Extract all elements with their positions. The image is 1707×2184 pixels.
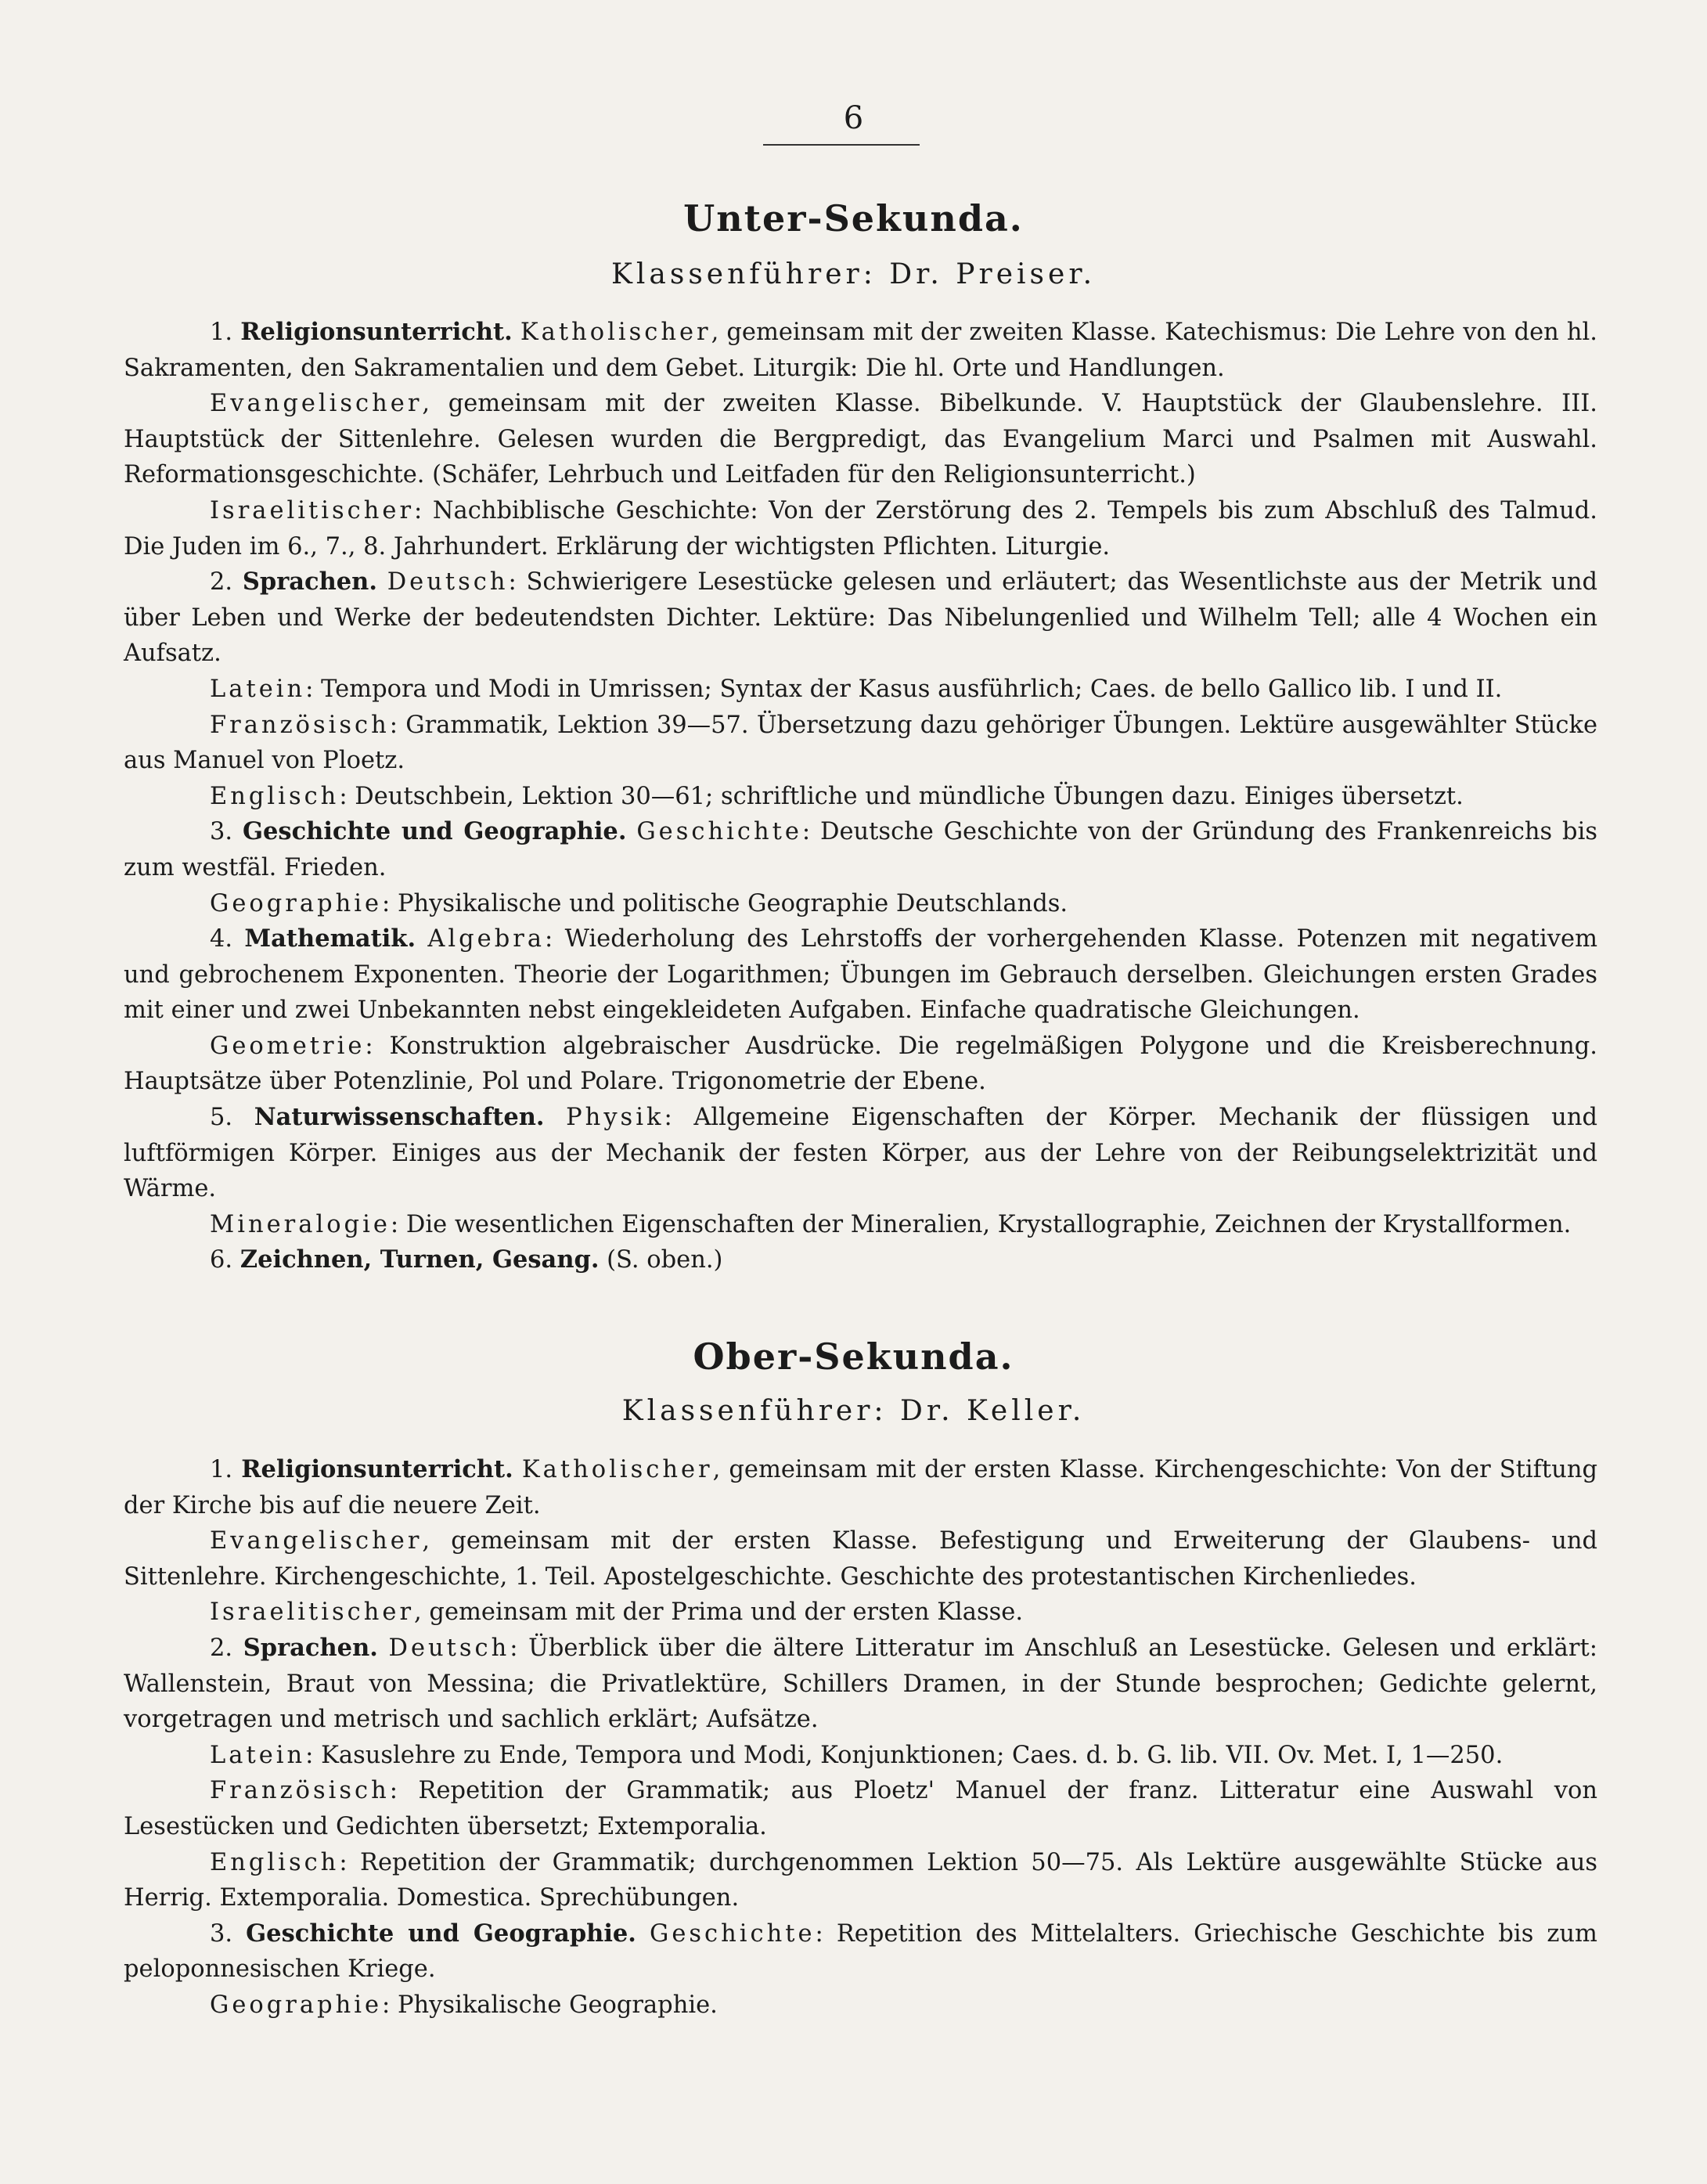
subject-name: Katholischer	[521, 1456, 713, 1483]
subject-name: Englisch	[210, 782, 340, 810]
class-teacher: Klassenführer: Dr. Preiser.	[610, 258, 1097, 290]
paragraph-text: : Tempora und Modi in Umrissen; Syntax der Kasus ausführlich; Caes. de bello Gallico lib. I und II.	[305, 675, 1503, 703]
subject-name: Geometrie	[210, 1032, 366, 1060]
section-title: Unter-Sekunda.	[683, 197, 1024, 240]
curriculum-paragraph	[124, 1523, 1597, 1595]
subject-name: Geographie	[210, 889, 383, 917]
curriculum-paragraph	[124, 672, 1597, 708]
paragraph-number: 1.	[210, 1456, 233, 1483]
subject-name: Algebra	[427, 925, 546, 953]
subject-heading: Sprachen.	[243, 1633, 378, 1662]
paragraph-number: 3.	[210, 818, 233, 846]
page-number-rule	[763, 144, 920, 146]
subject-heading: Geschichte und Geographie.	[246, 1919, 636, 1948]
subject-name: Evangelischer	[210, 390, 423, 418]
curriculum-paragraph	[124, 1029, 1597, 1100]
subject-heading: Religionsunterricht.	[241, 1455, 513, 1483]
curriculum-paragraph	[124, 779, 1597, 815]
paragraph-text: : Überblick über die ältere Litteratur im Anschluß an Lesestücke. Gelesen und erklärt: Wallenstein, Braut von Messina; die Privatlektüre, Schillers Dramen, in der Stunde besprochen; Gedichte gelernt, vorgetragen und metrisch und sachlich erklärt; Aufsätze.	[124, 1634, 1597, 1734]
paragraph-number: 2.	[210, 568, 233, 596]
curriculum-paragraph	[124, 1988, 1597, 2024]
subject-name: Französisch	[210, 1777, 390, 1805]
page-number: 6	[843, 100, 864, 136]
paragraph-text: , gemeinsam mit der ersten Klasse. Kirchengeschichte: Von der Stiftung der Kirche bis auf die neuere Zeit.	[124, 1456, 1598, 1519]
subject-name: Deutsch	[388, 1634, 510, 1662]
curriculum-paragraph	[124, 493, 1597, 564]
subject-heading: Mathematik.	[244, 924, 416, 953]
paragraph-text: : Physikalische Geographie.	[382, 1991, 718, 2019]
curriculum-paragraph	[124, 886, 1597, 922]
paragraph-text: : Wiederholung des Lehrstoffs der vorhergehenden Klasse. Potenzen mit negativem und gebrochenem Exponenten. Theorie der Logarithmen; Übungen im Gebrauch derselben. Gleichungen ersten Grades mit einer und zwei Unbekannten nebst eingekleideten Aufgaben. Einfache quadratische Gleichungen.	[124, 925, 1597, 1025]
subject-heading: Geschichte und Geographie.	[242, 817, 627, 846]
paragraph-number: 3.	[210, 1919, 233, 1948]
paragraph-text: : Konstruktion algebraischer Ausdrücke. Die regelmäßigen Polygone und die Kreisberechnung. Hauptsätze über Potenzlinie, Pol und Polare. Trigonometrie der Ebene.	[124, 1032, 1597, 1096]
paragraph-text: : Repetition des Mittelalters. Griechische Geschichte bis zum peloponnesischen Kriege.	[124, 1919, 1597, 1984]
subject-heading: Naturwissenschaften.	[254, 1103, 545, 1132]
subject-name: Mineralogie	[210, 1210, 391, 1238]
class-teacher: Klassenführer: Dr. Keller.	[621, 1395, 1086, 1427]
paragraph-text: , gemeinsam mit der Prima und der ersten Klasse.	[414, 1598, 1024, 1627]
subject-name: Englisch	[210, 1848, 340, 1876]
paragraph-text: : Physikalische und politische Geographie Deutschlands.	[382, 889, 1068, 917]
curriculum-paragraph	[124, 386, 1597, 493]
subject-name: Geographie	[210, 1991, 383, 2019]
curriculum-paragraph	[124, 921, 1597, 1029]
subject-name: Katholischer	[520, 319, 711, 346]
paragraph-text: : Repetition der Grammatik; aus Ploetz' Manuel der franz. Litteratur eine Auswahl von Lesestücken und Gedichten übersetzt; Extemporalia.	[124, 1777, 1597, 1840]
paragraph-text: : Deutschbein, Lektion 30—61; schriftliche und mündliche Übungen dazu. Einiges übersetzt.	[339, 782, 1464, 810]
subject-name: Französisch	[210, 711, 390, 739]
curriculum-paragraph	[124, 1845, 1597, 1916]
paragraph-number: 1.	[210, 319, 233, 346]
subject-name: Deutsch	[387, 568, 509, 596]
paragraph-text: (S. oben.)	[607, 1246, 723, 1274]
curriculum-paragraph	[124, 1452, 1597, 1523]
paragraph-text: , gemeinsam mit der zweiten Klasse. Katechismus: Die Lehre von den hl. Sakramenten, den Sakramentalien und dem Gebet. Liturgik: Die hl. Orte und Handlungen.	[124, 319, 1597, 382]
paragraph-text: : Nachbiblische Geschichte: Von der Zerstörung des 2. Tempels bis zum Abschluß des Talmud. Die Juden im 6., 7., 8. Jahrhundert. Erklärung der wichtigsten Pflichten. Liturgie.	[124, 496, 1597, 560]
paragraph-number: 5.	[210, 1104, 233, 1132]
subject-name: Evangelischer	[210, 1527, 423, 1555]
section-title: Ober-Sekunda.	[693, 1335, 1014, 1378]
paragraph-text: : Kasuslehre zu Ende, Tempora und Modi, Konjunktionen; Caes. d. b. G. lib. VII. Ov. Met. I, 1—250.	[305, 1741, 1504, 1769]
curriculum-paragraph	[124, 1595, 1597, 1631]
paragraph-text: , gemeinsam mit der zweiten Klasse. Bibelkunde. V. Hauptstück der Glaubenslehre. III. Hauptstück der Sittenlehre. Gelesen wurden die Bergpredigt, das Evangelium Marci und Psalmen mit Auswahl. Reformationsgeschichte. (Schäfer, Lehrbuch und Leitfaden für den Religionsunterricht.)	[124, 390, 1597, 489]
curriculum-paragraph	[124, 1773, 1597, 1844]
subject-name: Geschichte	[636, 818, 802, 846]
curriculum-paragraph	[124, 1916, 1597, 1988]
paragraph-number: 6.	[210, 1246, 233, 1274]
subject-name: Latein	[210, 1741, 306, 1769]
curriculum-paragraph	[124, 814, 1597, 885]
subject-name: Latein	[210, 675, 306, 703]
paragraph-text: : Repetition der Grammatik; durchgenommen Lektion 50—75. Als Lektüre ausgewählte Stücke aus Herrig. Extemporalia. Domestica. Sprechübungen.	[124, 1848, 1597, 1912]
curriculum-paragraph	[124, 564, 1597, 672]
subject-name: Israelitischer	[210, 1598, 415, 1627]
curriculum-paragraph	[124, 708, 1597, 779]
curriculum-paragraph	[124, 1738, 1597, 1774]
section-body	[124, 1452, 1597, 2024]
subject-name: Geschichte	[649, 1919, 816, 1948]
paragraph-text: , gemeinsam mit der ersten Klasse. Befestigung und Erweiterung der Glaubens- und Sittenlehre. Kirchengeschichte, 1. Teil. Apostelgeschichte. Geschichte des protestantischen Kirchenliedes.	[124, 1527, 1597, 1591]
curriculum-paragraph	[124, 1207, 1597, 1243]
curriculum-paragraph	[124, 315, 1597, 386]
subject-heading: Religionsunterricht.	[240, 318, 513, 346]
subject-name: Physik	[566, 1104, 664, 1132]
paragraph-text: : Die wesentlichen Eigenschaften der Mineralien, Krystallographie, Zeichnen der Krystallformen.	[390, 1210, 1572, 1238]
curriculum-paragraph	[124, 1100, 1597, 1207]
paragraph-number: 4.	[210, 925, 233, 953]
subject-heading: Zeichnen, Turnen, Gesang.	[239, 1245, 600, 1274]
subject-heading: Sprachen.	[242, 568, 377, 596]
paragraph-number: 2.	[210, 1634, 233, 1662]
curriculum-paragraph	[124, 1242, 1597, 1278]
paragraph-text: : Schwierigere Lesestücke gelesen und erläutert; das Wesentlichste aus der Metrik und über Leben und Werke der bedeutendsten Dichter. Lektüre: Das Nibelungenlied und Wilhelm Tell; alle 4 Wochen ein Aufsatz.	[124, 568, 1597, 668]
subject-name: Israelitischer	[210, 496, 415, 524]
curriculum-paragraph	[124, 1631, 1597, 1738]
paragraph-text: : Allgemeine Eigenschaften der Körper. Mechanik der flüssigen und luftförmigen Körper. Einiges aus der Mechanik der festen Körper, aus der Lehre von der Reibungselektrizität und Wärme.	[124, 1104, 1597, 1203]
paragraph-text: : Deutsche Geschichte von der Gründung des Frankenreichs bis zum westfäl. Frieden.	[124, 818, 1597, 881]
section-body	[124, 315, 1597, 1278]
paragraph-text: : Grammatik, Lektion 39—57. Übersetzung dazu gehöriger Übungen. Lektüre ausgewählter Stücke aus Manuel von Ploetz.	[124, 711, 1597, 775]
